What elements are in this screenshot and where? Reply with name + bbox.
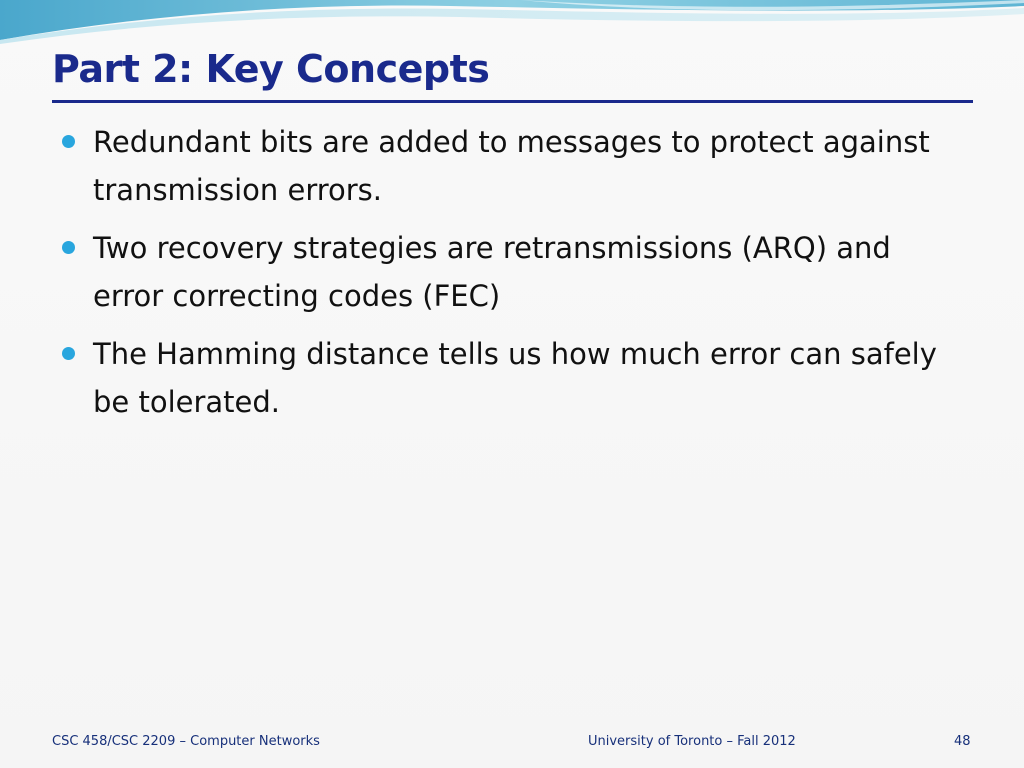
bullet-dot-icon [62,241,75,254]
bullet-item [62,224,942,320]
bullet-text: Redundant bits are added to messages to protect against transmission errors. [93,125,930,207]
bullet-list [62,118,942,436]
footer-course: CSC 458/CSC 2209 – Computer Networks [52,734,320,749]
header-wave-decoration [0,0,1024,50]
bullet-dot-icon [62,347,75,360]
bullet-text: Two recovery strategies are retransmissions (ARQ) and error correcting codes (FEC) [93,231,891,313]
bullet-item [62,330,942,426]
bullet-item [62,118,942,214]
footer-institution: University of Toronto – Fall 2012 [588,734,796,749]
slide-title: Part 2: Key Concepts [52,47,490,91]
page-number: 48 [954,734,971,749]
bullet-text: The Hamming distance tells us how much error can safely be tolerated. [93,337,937,419]
bullet-dot-icon [62,135,75,148]
title-underline [52,100,973,103]
